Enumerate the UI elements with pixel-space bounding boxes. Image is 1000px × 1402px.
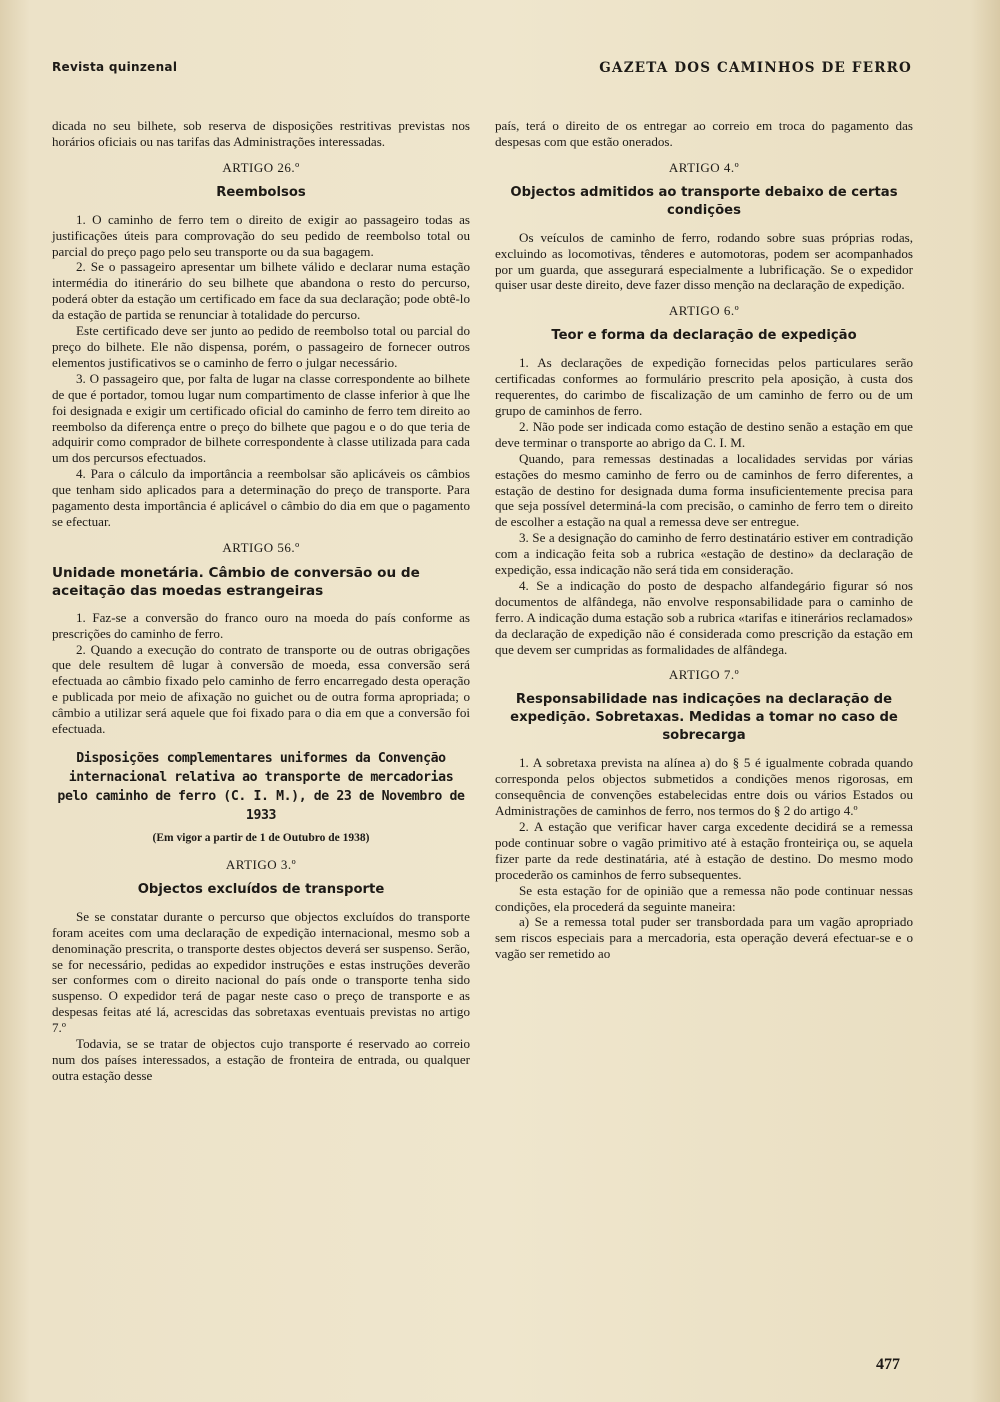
paragraph: Todavia, se se tratar de objectos cujo transporte é reservado ao correio num dos países interessados, a estação de fronteira de entrada, ou qualquer outra estação desse xyxy=(52,1036,470,1083)
paragraph: 1. Faz-se a conversão do franco ouro na moeda do país conforme as prescrições do caminho de ferro. xyxy=(52,609,470,641)
paragraph: 1. O caminho de ferro tem o direito de exigir ao passageiro todas as justificações úteis para comprovação do seu pedido de reembolso total ou parcial do preço pago pelo seu transporte ou da sua bagagem. xyxy=(52,211,470,259)
page-number: 477 xyxy=(876,1356,900,1373)
paragraph: Este certificado deve ser junto ao pedido de reembolso total ou parcial do preço do bilhete. Ele não dispensa, porém, o passageiro de fornecer outros elementos justificativos se o caminho de ferro o julgar necessário. xyxy=(52,323,470,370)
section-title: Disposições complementares uniformes da Convenção internacional relativa ao transporte de mercadorias pelo caminho de ferro (C. I. M.), de 23 de Novembro de 1933 xyxy=(57,751,465,823)
article-title: Teor e forma da declaração de expedição xyxy=(551,328,857,344)
article-number: ARTIGO 6.º xyxy=(668,303,740,319)
paragraph: dicada no seu bilhete, sob reserva de disposições restritivas previstas nos horários oficiais ou nas tarifas das Administrações interessadas. xyxy=(52,118,470,149)
article-number: ARTIGO 26.º xyxy=(222,159,300,175)
paragraph: 3. O passageiro que, por falta de lugar na classe correspondente ao bilhete de que é portador, tomou lugar num compartimento de classe inferior à que lhe foi designada e exigir um certificado oficial do caminho de ferro tem direito ao reembolso da diferença entre o preço do bilhete que pagou e o do que teria de adquirir como comprador de bilhete correspondente à classe utilizada para cada um dos percursos efectuados. xyxy=(52,370,470,466)
article-title: Objectos excluídos de transporte xyxy=(137,881,385,897)
paragraph: Se esta estação for de opinião que a remessa não pode continuar nessas condições, ela procederá da seguinte maneira: xyxy=(495,882,913,914)
running-head-right: GAZETA DOS CAMINHOS DE FERRO xyxy=(599,60,912,76)
article-title: Responsabilidade nas indicações na declaração de expedição. Sobretaxas. Medidas a tomar no caso de sobrecarga xyxy=(510,692,898,744)
article-title: Reembolsos xyxy=(216,184,306,200)
article-number: ARTIGO 4.º xyxy=(668,159,740,175)
article-number: ARTIGO 56.º xyxy=(222,539,300,555)
article-number: ARTIGO 3.º xyxy=(225,856,297,872)
paragraph: 2. Quando a execução do contrato de transporte ou de outras obrigações que dele resultem dê lugar à conversão de moeda, essa conversão será efectuada ao câmbio fixado pelo caminho de ferro encarregado desta operação e publicada por meio de afixação no guichet ou de outra forma apropriada; o câmbio a utilizar será aquele que foi fixado para o dia em que a conversão foi efectuada. xyxy=(52,641,470,737)
running-head-left: Revista quinzenal xyxy=(52,60,178,74)
paragraph: Os veículos de caminho de ferro, rodando sobre suas próprias rodas, excluindo as locomotivas, tênderes e automotoras, podem ser acompanhados por um guarda, que assegurará especialmente a lubrificação. Se o expedidor quiser usar deste direito, deve fazer disso menção na declaração de expedição. xyxy=(495,229,913,293)
paragraph: 3. Se a designação do caminho de ferro destinatário estiver em contradição com a indicação feita sob a rubrica «estação de destino» da declaração de expedição, essa indicação não será tida em consideração. xyxy=(495,530,913,578)
paragraph: 2. A estação que verificar haver carga excedente decidirá se a remessa pode continuar sobre o vagão primitivo até à estação fronteiriça ou, se aquela fizer parte da rede destinatária, até à estação de destino. Do mesmo modo procederão os caminhos de ferro subsequentes. xyxy=(495,819,913,882)
left-column xyxy=(52,118,470,1084)
paragraph: país, terá o direito de os entregar ao correio em troca do pagamento das despesas com que estão onerados. xyxy=(495,118,913,149)
paragraph: Quando, para remessas destinadas a localidades servidas por várias estações do mesmo caminho de ferro ou de caminhos de ferro diferentes, a estação de destino for designada duma forma insuficientemente precisa para que seja possível determiná-la com precisão, o caminho de ferro tem o direito de escolher a estação na qual a remessa deve ser entregue. xyxy=(495,450,913,530)
paragraph: 4. Para o cálculo da importância a reembolsar são aplicáveis os câmbios que tenham sido aplicados para a determinação do preço de transporte. Para pagamento desta importância é aplicável o câmbio do dia em que o pagamento se efectuar. xyxy=(52,466,470,529)
paragraph: a) Se a remessa total puder ser transbordada para um vagão apropriado sem riscos especiais para a mercadoria, esta operação deverá efectuar-se e o vagão ser remetido ao xyxy=(495,914,913,962)
paragraph: 2. Não pode ser indicada como estação de destino senão a estação em que deve terminar o transporte ao abrigo da C. I. M. xyxy=(495,418,913,450)
right-column xyxy=(495,118,913,962)
paragraph: Se se constatar durante o percurso que objectos excluídos do transporte foram aceites com uma declaração de expedição internacional, mesmo sob a denominação prescrita, o transporte destes objectos deverá ser suspenso. Serão, se for necessário, pedidas ao expedidor instruções e estas instruções deverão ser conformes com o direito nacional do país onde o transporte tenha sido suspenso. O expedidor terá de pagar neste caso o preço de transporte e as despesas feitas até lá, acrescidas das sobretaxas eventuais previstas no artigo 7.º xyxy=(52,908,470,1036)
paragraph: 1. A sobretaxa prevista na alínea a) do § 5 é igualmente cobrada quando corresponda pelos objectos submetidos a condições menos rigorosas, em consequência de convenções estabelecidas entre dois ou vários Estados ou Administrações de caminhos de ferro, nos termos do § 2 do artigo 4.º xyxy=(495,755,913,819)
effective-date-note: (Em vigor a partir de 1 de Outubro de 1938) xyxy=(152,832,370,844)
paragraph: 4. Se a indicação do posto de despacho alfandegário figurar só nos documentos de alfândega, não envolve responsabilidade para o caminho de ferro. A indicação duma estação sob a rubrica «tarifas e itinerários reclamados» da declaração de expedição não é considerada como prescrição da estação em que devem ser cumpridas as formalidades de alfândega. xyxy=(495,577,913,657)
paragraph: 2. Se o passageiro apresentar um bilhete válido e declarar numa estação intermédia do itinerário do seu bilhete que abandona o resto do percurso, poderá obter da estação um certificado em face da sua declaração; pode obtê-lo da estação de partida se renunciar à totalidade do percurso. xyxy=(52,259,470,323)
article-number: ARTIGO 7.º xyxy=(668,667,740,683)
article-title: Unidade monetária. Câmbio de conversão ou de aceitação das moedas estrangeiras xyxy=(52,564,420,599)
paragraph: 1. As declarações de expedição fornecidas pelos particulares serão certificadas conformes ao formulário prescrito pela aposição, à custa dos requerentes, do carimbo de fiscalização de um caminho de ferro ou de um grupo de caminhos de ferro. xyxy=(495,355,913,418)
article-title: Objectos admitidos ao transporte debaixo de certas condições xyxy=(510,184,898,218)
